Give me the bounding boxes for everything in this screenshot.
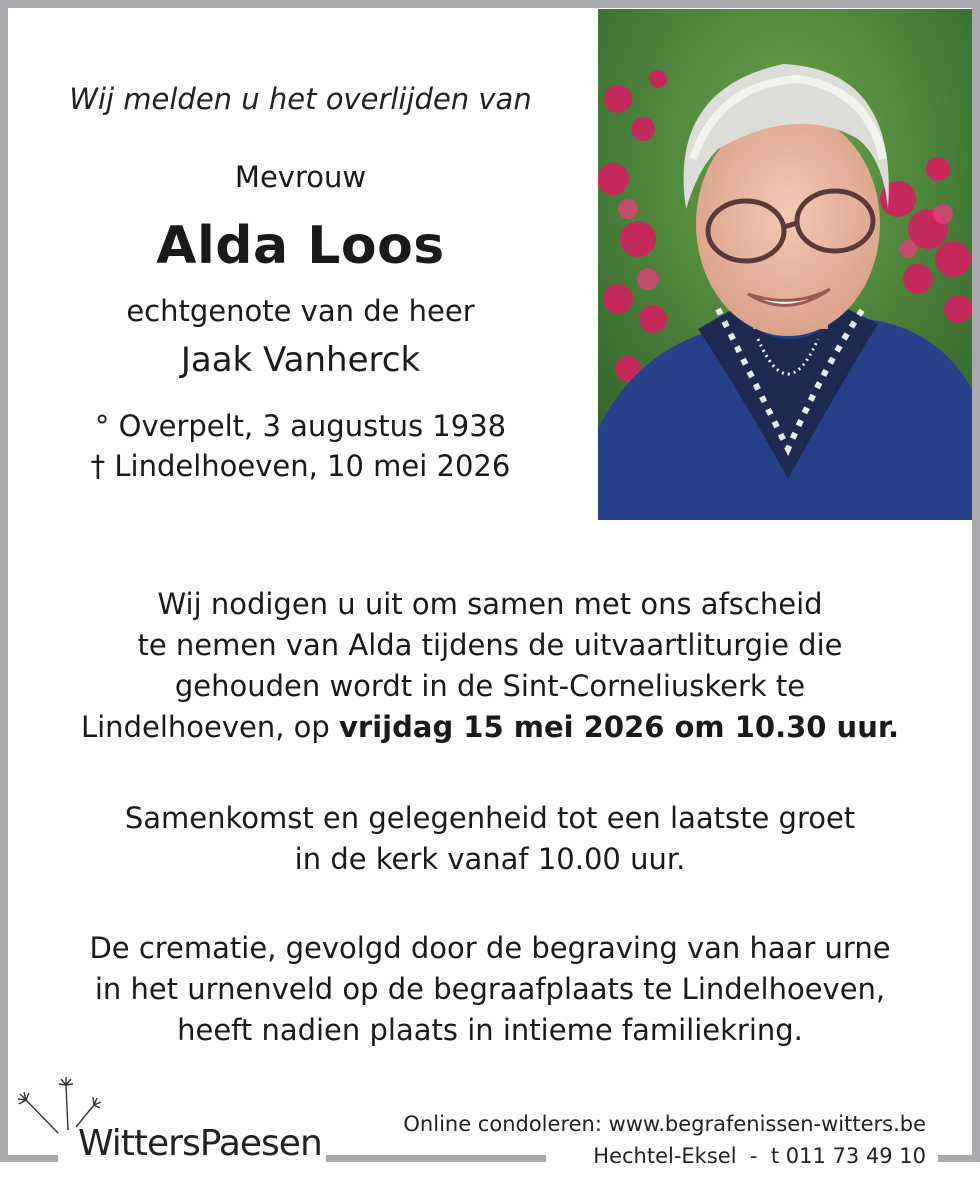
intro-text: Wij melden u het overlijden van xyxy=(69,82,532,116)
honorific-title: Mevrouw xyxy=(234,160,367,194)
life-dates xyxy=(8,406,593,486)
frame-left-border xyxy=(0,0,8,1162)
birth-date: ° Overpelt, 3 augustus 1938 xyxy=(94,409,507,443)
spouse-relation: echtgenote van de heer xyxy=(126,294,475,328)
notice-header xyxy=(8,70,593,486)
invite-line xyxy=(8,707,972,748)
cremation-info xyxy=(8,928,972,1051)
gathering-info xyxy=(8,798,972,880)
gathering-line: in de kerk vanaf 10.00 uur. xyxy=(294,842,686,876)
funeral-home-name: WittersPaesen xyxy=(78,1123,322,1164)
online-condolence-link[interactable]: Online condoleren: www.begrafenissen-witters.be xyxy=(403,1112,926,1136)
frame-bottom-border-right xyxy=(938,1155,980,1162)
invite-line: te nemen van Alda tijdens de uitvaartliturgie die xyxy=(137,628,843,662)
funeral-invitation xyxy=(8,584,972,748)
frame-top-border xyxy=(0,0,980,8)
invite-line: gehouden wordt in de Sint-Corneliuskerk te xyxy=(174,669,806,703)
footer-contact xyxy=(403,1108,926,1172)
deceased-portrait-photo xyxy=(598,9,972,520)
invite-line: Wij nodigen u uit om samen met ons afscheid xyxy=(157,587,823,621)
spouse-name: Jaak Vanherck xyxy=(180,340,421,380)
cremation-line: De crematie, gevolgd door de begraving van haar urne xyxy=(89,931,891,965)
gathering-line: Samenkomst en gelegenheid tot een laatste groet xyxy=(124,801,856,835)
deceased-name: Alda Loos xyxy=(156,216,445,276)
funeral-home-logo xyxy=(16,1075,322,1170)
funeral-datetime: vrijdag 15 mei 2026 om 10.30 uur. xyxy=(339,710,900,744)
invite-place: Lindelhoeven, op xyxy=(80,710,340,744)
cremation-line: heeft nadien plaats in intieme familiekring. xyxy=(177,1013,803,1047)
death-date: † Lindelhoeven, 10 mei 2026 xyxy=(90,449,511,483)
frame-right-border xyxy=(972,0,980,1162)
phone-contact: Hechtel-Eksel - t 011 73 49 10 xyxy=(593,1144,926,1168)
cremation-line: in het urnenveld op de begraafplaats te Lindelhoeven, xyxy=(94,972,886,1006)
